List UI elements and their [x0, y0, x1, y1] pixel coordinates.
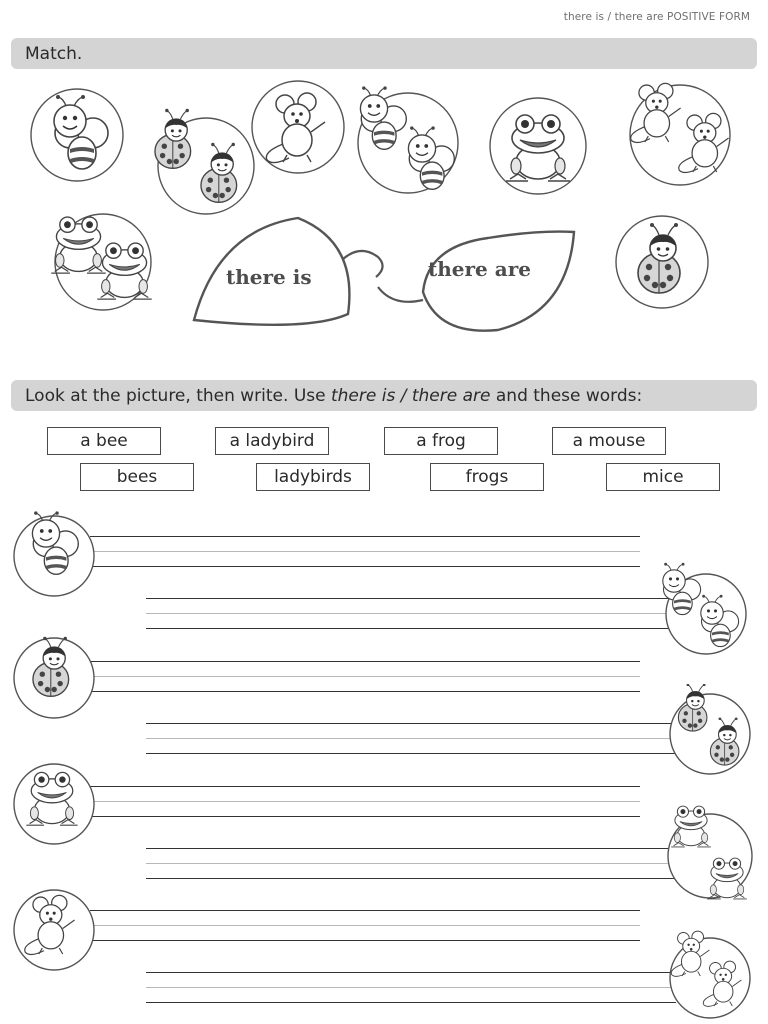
writing-line[interactable]: [146, 1002, 676, 1003]
write-instruction-end: and these words:: [490, 385, 643, 406]
writing-line[interactable]: [90, 536, 640, 537]
writing-line[interactable]: [90, 786, 640, 787]
writing-line[interactable]: [146, 753, 676, 754]
writing-line[interactable]: [90, 566, 640, 567]
bee-row-picture: [12, 508, 98, 598]
writing-guide: [146, 738, 676, 739]
word-box-a-ladybird: a ladybird: [215, 427, 329, 455]
single-ladybird-picture: [607, 212, 717, 310]
writing-line[interactable]: [90, 910, 640, 911]
single-mouse-picture: [244, 78, 352, 178]
ladybird-row-picture: [12, 630, 98, 720]
writing-guide: [90, 801, 640, 802]
writing-line[interactable]: [90, 691, 640, 692]
two-ladybirds-picture: [138, 106, 256, 218]
writing-guide: [90, 551, 640, 552]
write-instruction-start: Look at the picture, then write. Use: [25, 385, 331, 406]
word-box-frogs: frogs: [430, 463, 544, 491]
match-section-header: [11, 38, 757, 69]
writing-line[interactable]: [146, 598, 676, 599]
word-box-a-mouse: a mouse: [552, 427, 666, 455]
writing-line[interactable]: [146, 848, 676, 849]
ladybirds-row-picture: [662, 684, 758, 780]
writing-line[interactable]: [90, 816, 640, 817]
single-bee-picture: [22, 85, 132, 185]
write-section-header: [11, 380, 757, 411]
word-box-bees: bees: [80, 463, 194, 491]
writing-line[interactable]: [146, 972, 676, 973]
two-bees-picture: [350, 85, 478, 203]
two-mice-picture: [620, 80, 750, 190]
frog-row-picture: [12, 756, 98, 846]
mice-row-picture: [662, 928, 758, 1022]
page-header-caption: there is / there are POSITIVE FORM: [563, 11, 750, 23]
frogs-row-picture: [662, 800, 758, 906]
writing-line[interactable]: [90, 661, 640, 662]
write-instruction-italic: there is / there are: [330, 385, 491, 406]
bees-row-picture: [650, 562, 750, 658]
word-box-ladybirds: ladybirds: [256, 463, 370, 491]
there-are-label: there are: [428, 257, 531, 281]
writing-guide: [90, 925, 640, 926]
writing-guide: [90, 676, 640, 677]
match-instruction: Match.: [25, 43, 83, 64]
two-frogs-picture: [38, 210, 168, 318]
there-is-label: there is: [226, 265, 312, 289]
writing-guide: [146, 987, 676, 988]
writing-line[interactable]: [146, 628, 676, 629]
writing-line[interactable]: [146, 878, 676, 879]
word-box-a-frog: a frog: [384, 427, 498, 455]
single-frog-picture: [486, 96, 592, 196]
writing-line[interactable]: [90, 940, 640, 941]
writing-guide: [146, 863, 676, 864]
mouse-row-picture: [12, 882, 98, 972]
writing-guide: [146, 613, 676, 614]
writing-line[interactable]: [146, 723, 676, 724]
word-box-mice: mice: [606, 463, 720, 491]
word-box-a-bee: a bee: [47, 427, 161, 455]
